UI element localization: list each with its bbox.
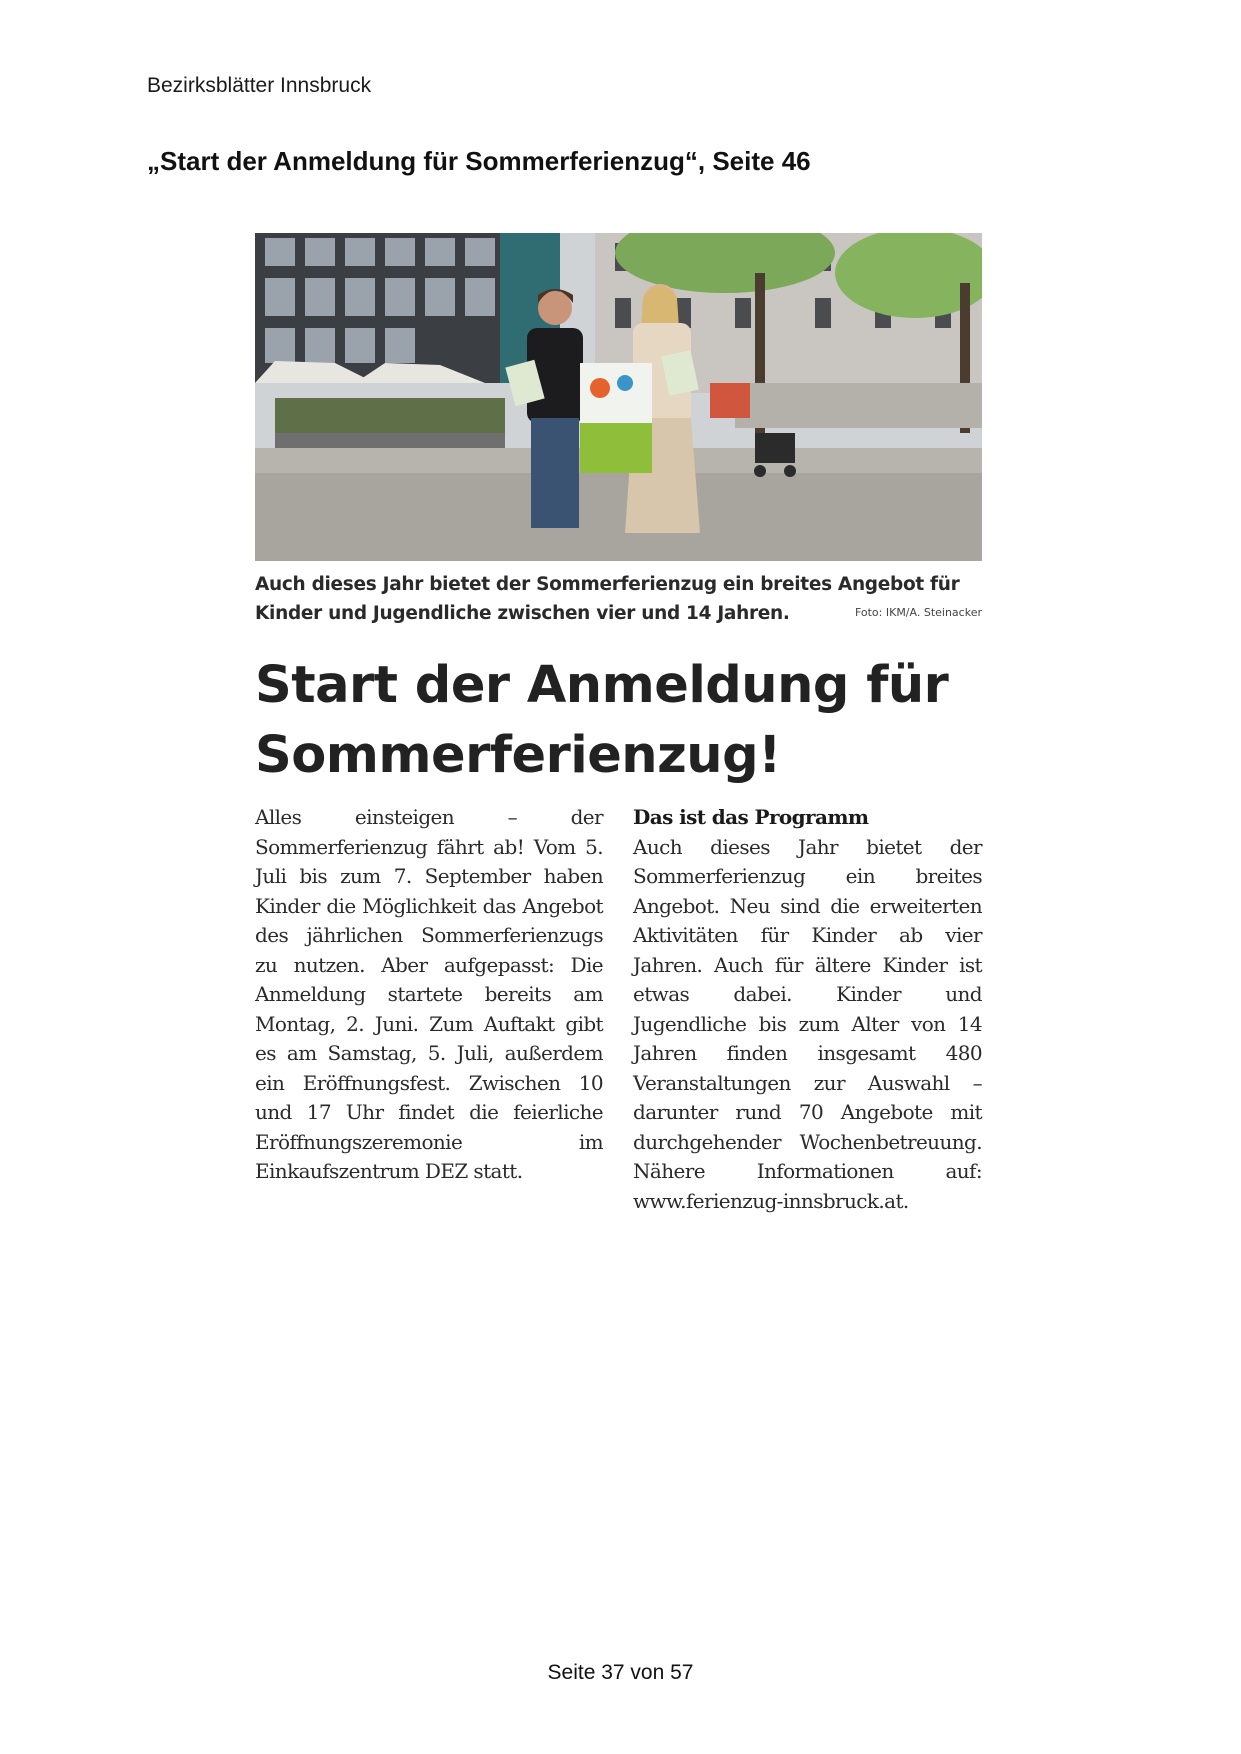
photo-credit: Foto: IKM/A. Steinacker (854, 606, 982, 619)
article-body-right (633, 803, 982, 1216)
reference-title: „Start der Anmeldung für Sommerferienzug“, Seite 46 (147, 146, 811, 176)
article-body-right-text: Auch dieses Jahr bietet der Sommerferienzug ein breites Angebot. Neu sind die erweiterten Aktivitäten für Kinder ab vier Jahren. Auch für ältere Kinder ist etwas dabei. Kinder und Jugendliche bis zum Alter von 14 Jahren finden insgesamt 480 Veranstaltungen zur Auswahl – darunter rund 70 Angebote mit durchgehender Wochenbetreuung. Nähere Informationen auf: www.ferienzug-innsbruck.at. (633, 834, 982, 1213)
newspaper-clipping (255, 233, 982, 1213)
photo-caption: Auch dieses Jahr bietet der Sommerferienzug ein breites Angebot für Kinder und Jugendliche zwischen vier und 14 Jahren. (255, 574, 960, 624)
article-body-left: Alles einsteigen – der Sommerferienzug fährt ab! Vom 5. Juli bis zum 7. September haben Kinder die Möglichkeit das Angebot des jährlichen Sommerferienzugs zu nutzen. Aber aufgepasst: Die Anmeldung startete bereits am Montag, 2. Juni. Zum Auftakt gibt es am Samstag, 5. Juli, außerdem ein Eröffnungsfest. Zwischen 10 und 17 Uhr findet die feierliche Eröffnungszeremonie im Einkaufszentrum DEZ statt. (255, 805, 603, 1183)
page-number: Seite 37 von 57 (547, 1661, 694, 1684)
article-photo (255, 233, 982, 561)
source-name: Bezirksblätter Innsbruck (147, 74, 372, 97)
article-headline: Start der Anmeldung für Sommerferienzug! (255, 656, 949, 785)
article-subhead: Das ist das Programm (633, 805, 869, 829)
